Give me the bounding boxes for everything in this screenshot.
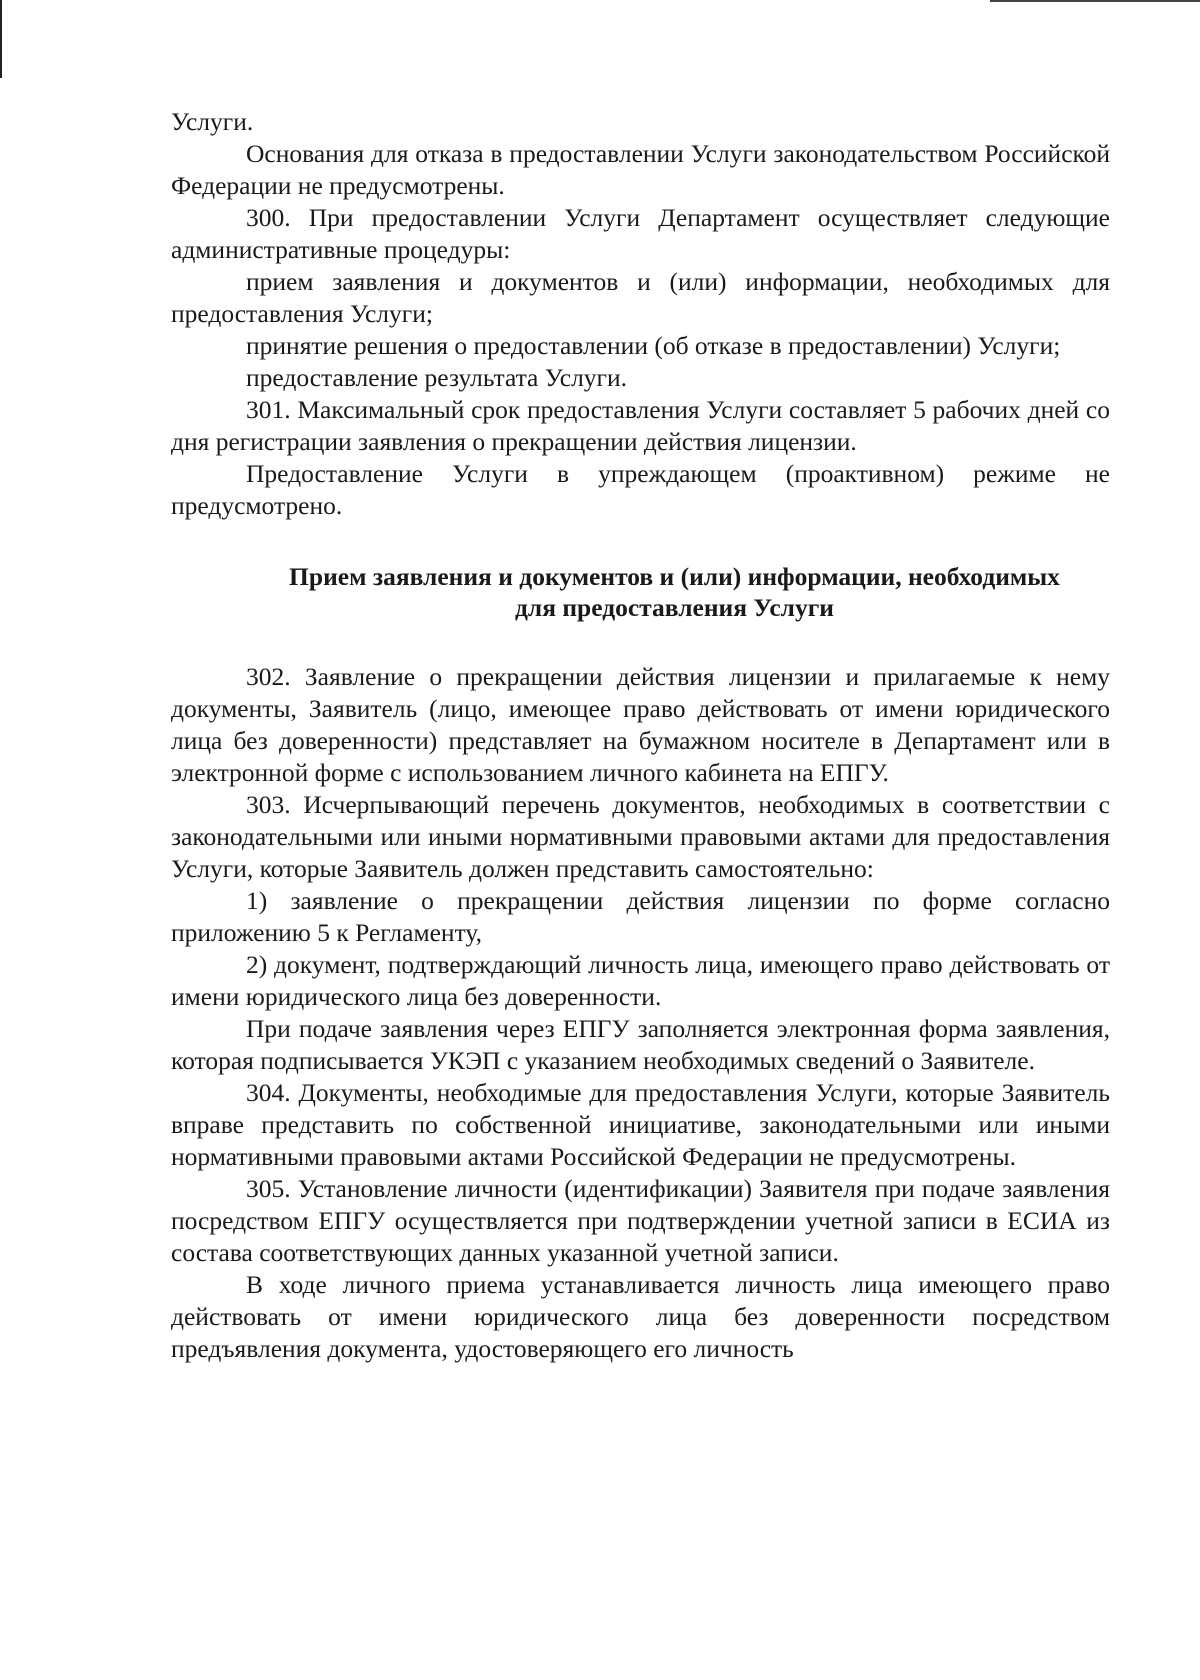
paragraph: 305. Установление личности (идентификации) Заявителя при подаче заявления посредством ЕПГУ осуществляется при подтверждении учетной записи в ЕСИА из состава соответствующих данных указанной учетной записи.	[171, 1174, 1110, 1267]
paragraph: Услуги.	[171, 107, 254, 136]
paragraph: предоставление результата Услуги.	[246, 363, 628, 392]
paragraph: 300. При предоставлении Услуги Департамент осуществляет следующие административные процедуры:	[171, 203, 1110, 264]
paragraph: При подаче заявления через ЕПГУ заполняется электронная форма заявления, которая подписывается УКЭП с указанием необходимых сведений о Заявителе.	[171, 1014, 1110, 1075]
section-heading	[171, 561, 1110, 623]
scan-edge-mark-top	[990, 0, 1200, 2]
document-page	[171, 106, 1110, 1365]
scan-edge-mark-left	[0, 0, 2, 78]
paragraph: прием заявления и документов и (или) информации, необходимых для предоставления Услуги;	[171, 267, 1110, 328]
section-heading-line-1: Прием заявления и документов и (или) информации, необходимых	[289, 562, 1060, 591]
paragraph: В ходе личного приема устанавливается личность лица имеющего право действовать от имени юридического лица без доверенности посредством предъявления документа, удостоверяющего его личность	[171, 1270, 1110, 1363]
paragraph: принятие решения о предоставлении (об отказе в предоставлении) Услуги;	[246, 331, 1061, 360]
section-heading-line-2: для предоставления Услуги	[514, 593, 834, 622]
paragraph: Предоставление Услуги в упреждающем (проактивном) режиме не предусмотрено.	[171, 459, 1110, 520]
paragraph: 304. Документы, необходимые для предоставления Услуги, которые Заявитель вправе представить по собственной инициативе, законодательными или иными нормативными правовыми актами Российской Федерации не предусмотрены.	[171, 1078, 1110, 1171]
paragraph: 1) заявление о прекращении действия лицензии по форме согласно приложению 5 к Регламенту,	[171, 886, 1110, 947]
paragraph: 303. Исчерпывающий перечень документов, необходимых в соответствии с законодательными или иными нормативными правовыми актами для предоставления Услуги, которые Заявитель должен представить самостоятельно:	[171, 790, 1110, 883]
paragraph: Основания для отказа в предоставлении Услуги законодательством Российской Федерации не предусмотрены.	[171, 139, 1110, 200]
paragraph: 301. Максимальный срок предоставления Услуги составляет 5 рабочих дней со дня регистрации заявления о прекращении действия лицензии.	[171, 395, 1110, 456]
paragraph: 302. Заявление о прекращении действия лицензии и прилагаемые к нему документы, Заявитель (лицо, имеющее право действовать от имени юридического лица без доверенности) представляет на бумажном носителе в Департамент или в электронной форме с использованием личного кабинета на ЕПГУ.	[171, 662, 1110, 787]
paragraph: 2) документ, подтверждающий личность лица, имеющего право действовать от имени юридического лица без доверенности.	[171, 950, 1110, 1011]
